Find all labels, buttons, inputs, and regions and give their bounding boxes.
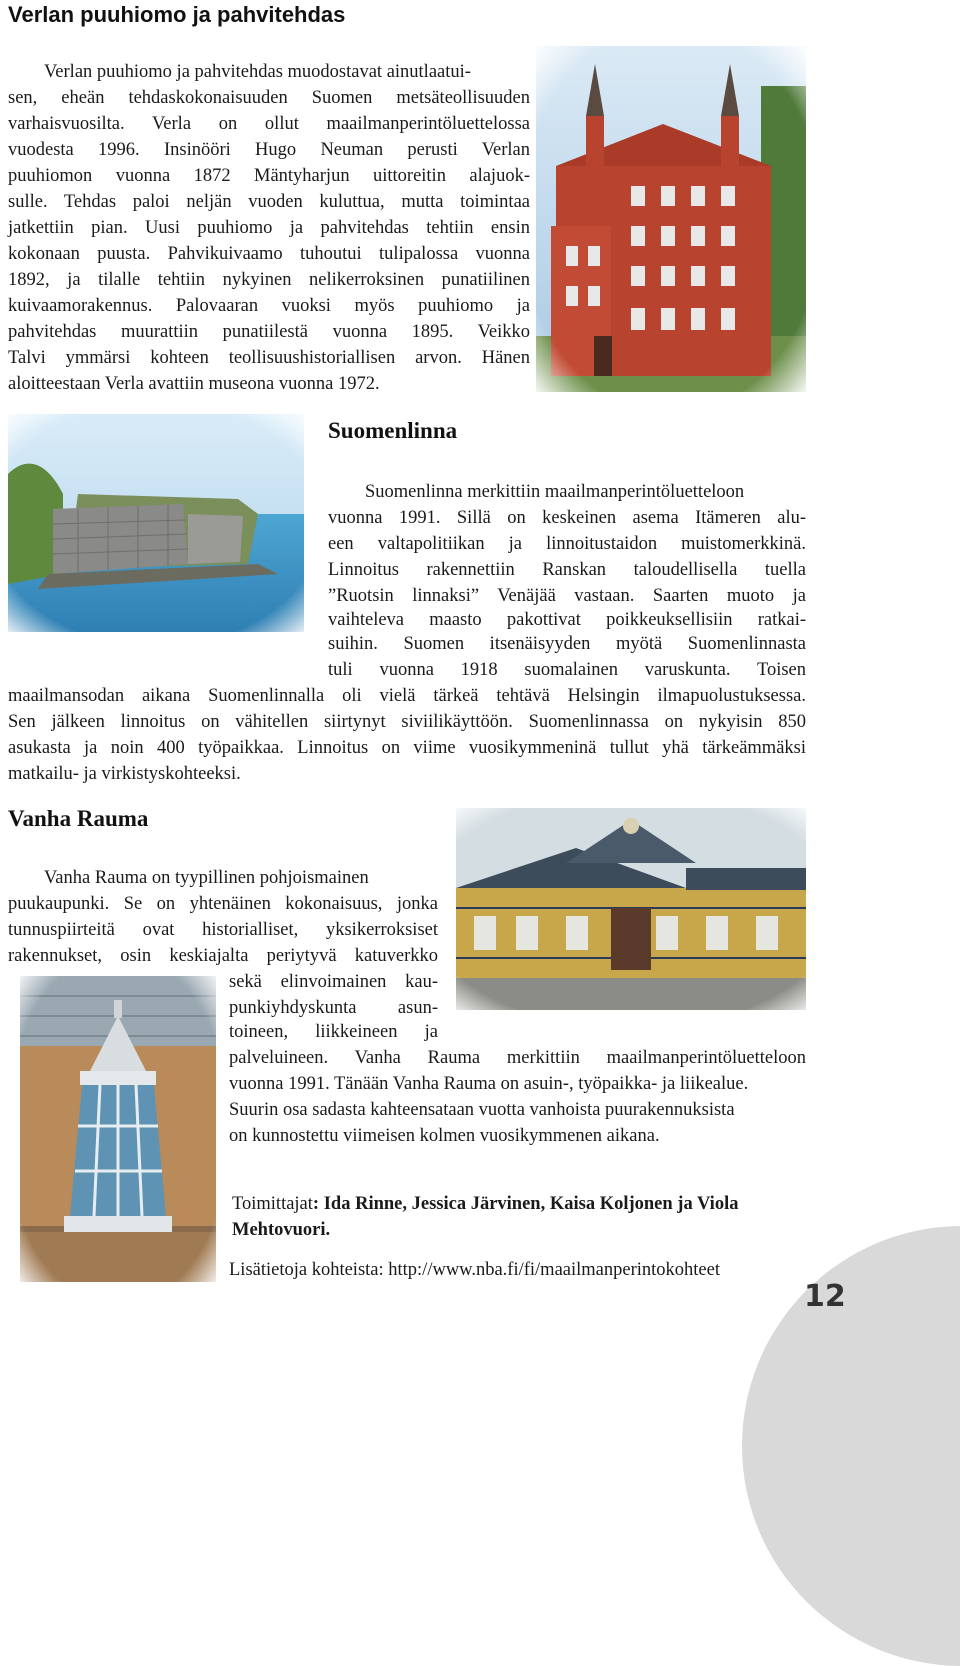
text-line: tuli vuonna 1918 suomalainen varuskunta. Toisen [328,660,806,680]
text-line: matkailu- ja virkistyskohteeksi. [8,764,241,784]
text-line: aloitteestaan Verla avattiin museona vuonna 1972. [8,374,380,394]
text-line: puuhiomon vuonna 1872 Mäntyharjun uittoreitin alajuok- [8,166,530,186]
text-line: asukasta ja noin 400 työpaikkaa. Linnoitus on viime vuosikymmeninä tullut yhä tärkeämmäksi [8,738,806,758]
text-line: sulle. Tehdas paloi neljän vuoden kuluttua, mutta toimintaa [8,192,530,212]
rauma-wooden-house-photo [456,808,806,1010]
page-number: 12 [804,1279,846,1314]
text-line: jatkettiin pian. Uusi puuhiomo ja pahvitehdas tehtiin ensin [8,218,530,238]
text-line: vaihteleva maasto pakottivat poikkeuksellisiin ratkai- [328,610,806,630]
credits-colon: : [312,1194,320,1214]
text-line: varhaisvuosilta. Verla on ollut maailmanperintöluettelossa [8,114,530,134]
text-line: toineen, liikkeineen ja [229,1022,438,1042]
text-line: Vanha Rauma on tyypillinen pohjoismainen [44,868,369,888]
text-line: vuodesta 1996. Insinööri Hugo Neuman perusti Verlan [8,140,530,160]
text-line: sekä elinvoimainen kau- [229,972,438,992]
rauma-pavilion-photo [20,976,216,1282]
text-line: kuivaamorakennus. Palovaaran vuoksi myös puuhiomo ja [8,296,530,316]
suomenlinna-title: Suomenlinna [328,418,458,443]
more-info-link[interactable]: Lisätietoja kohteista: http://www.nba.fi/fi/maailmanperintokohteet [229,1260,720,1280]
credits-label: Toimittajat [232,1194,313,1214]
text-line: Sen jälkeen linnoitus on vähitellen siirtynyt siviilikäyttöön. Suomenlinnassa on nykyisin 850 [8,712,806,732]
text-line: pahvitehdas muurattiin punatiilestä vuonna 1895. Veikko [8,322,530,342]
text-line: Linnoitus rakennettiin Ranskan taloudellisella tuella [328,560,806,580]
suomenlinna-fortress-photo [8,414,304,632]
page-corner-circle [742,1226,960,1666]
verla-title: Verlan puuhiomo ja pahvitehdas [8,2,346,27]
text-line: palveluineen. Vanha Rauma merkittiin maailmanperintöluetteloon [229,1048,806,1068]
text-line: een valtapolitiikan ja linnoitustaidon muistomerkkinä. [328,534,806,554]
rauma-title: Vanha Rauma [8,806,149,831]
text-line: vuonna 1991. Tänään Vanha Rauma on asuin-, työpaikka- ja liikealue. [229,1074,749,1094]
text-line: 1892, ja tilalle tehtiin nykyinen nelikerroksinen punatiilinen [8,270,530,290]
text-line: punkiyhdyskunta asun- [229,998,438,1018]
credits-names: Ida Rinne, Jessica Järvinen, Kaisa Koljonen ja Viola [323,1194,739,1214]
text-line: ”Ruotsin linnaksi” Venäjää vastaan. Saarten muoto ja [328,586,806,606]
text-line: sen, eheän tehdaskokonaisuuden Suomen metsäteollisuuden [8,88,530,108]
credits-line-1 [232,1192,738,1216]
text-line: Verlan puuhiomo ja pahvitehdas muodostavat ainutlaatui- [44,62,471,82]
text-line: puukaupunki. Se on yhtenäinen kokonaisuus, jonka [8,894,438,914]
text-line: vuonna 1991. Sillä on keskeinen asema Itämeren alu- [328,508,806,528]
text-line: Suomenlinna merkittiin maailmanperintöluetteloon [365,482,745,502]
credits-names-cont: Mehtovuori. [232,1220,331,1240]
text-line: suihin. Suomen itsenäisyyden myötä Suomenlinnasta [328,634,806,654]
text-line: Talvi ymmärsi kohteen teollisuushistoriallisen arvon. Hänen [8,348,530,368]
text-line: maailmansodan aikana Suomenlinnalla oli vielä tärkeä tehtävä Helsingin ilmapuolustuksessa. [8,686,806,706]
text-line: tunnuspiirteitä ovat historialliset, yksikerroksiset [8,920,438,940]
text-line: on kunnostettu viimeisen kolmen vuosikymmenen aikana. [229,1126,660,1146]
verla-factory-photo [536,46,806,392]
text-line: rakennukset, osin keskiajalta periytyvä katuverkko [8,946,438,966]
text-line: Suurin osa sadasta kahteensataan vuotta vanhoista puurakennuksista [229,1100,735,1120]
text-line: kokonaan puusta. Pahvikuivaamo tuhoutui tulipalossa vuonna [8,244,530,264]
